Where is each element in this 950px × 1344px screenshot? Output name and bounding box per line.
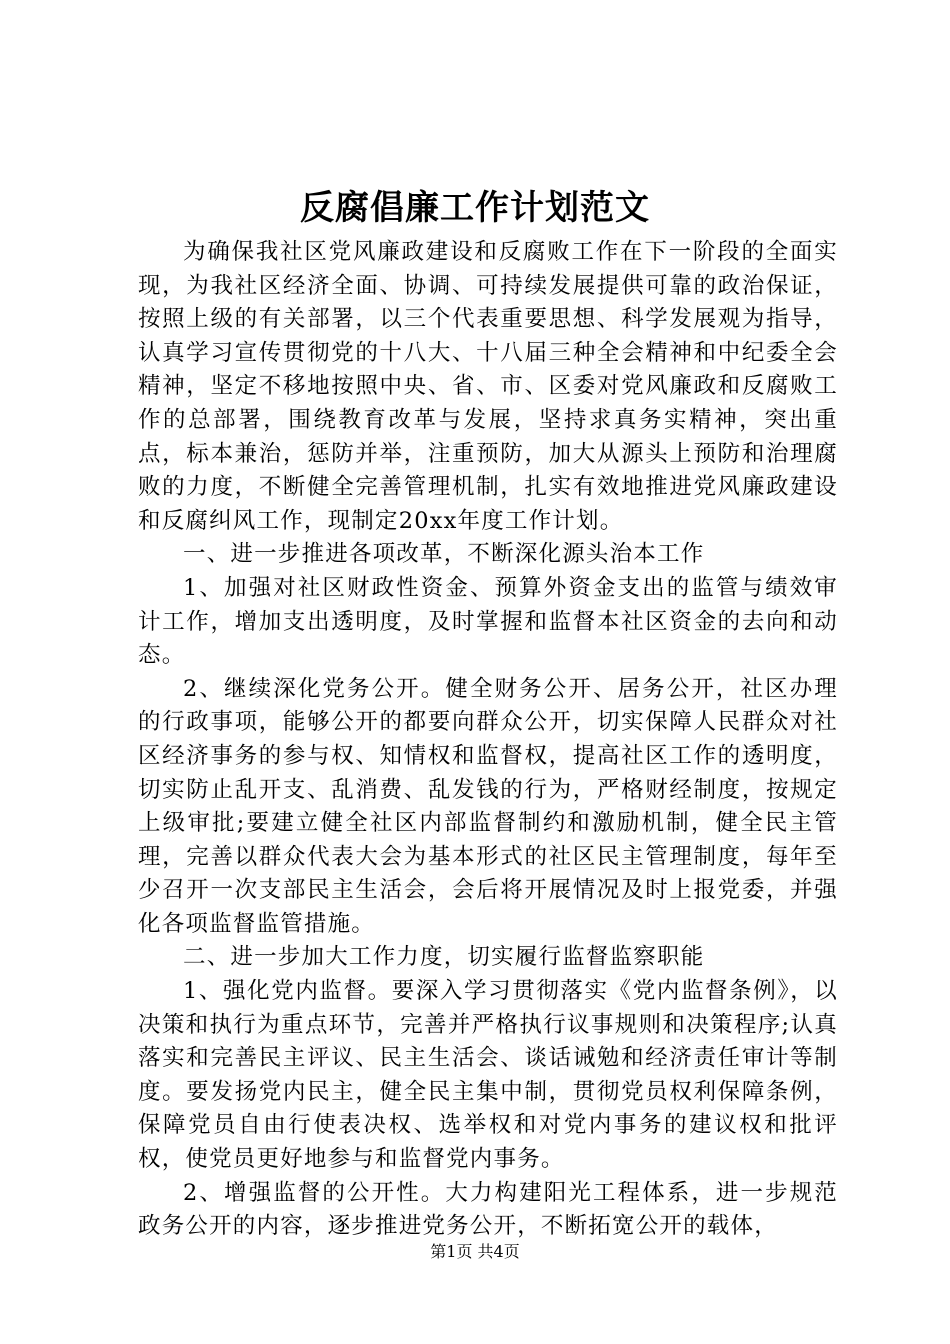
section-heading-2: 二、进一步加大工作力度，切实履行监督监察职能: [183, 944, 705, 971]
paragraph-intro: 为确保我社区党风廉政建设和反腐败工作在下一阶段的全面实现，为我社区经济全面、协调、可持续发展提供可靠的政治保证，按照上级的有关部署，以三个代表重要思想、科学发展观为指导，认真学习宣传贯彻党的十八大、十八届三种全会精神和中纪委全会精神，坚定不移地按照中央、省、市、区委对党风廉政和反腐败工作的总部署，围绕教育改革与发展，坚持求真务实精神，突出重点，标本兼治，惩防并举，注重预防，加大从源头上预防和治理腐败的力度，不断健全完善管理机制，扎实有效地推进党风廉政建设和反腐纠风工作，现制定20xx年度工作计划。: [138, 239, 838, 534]
paragraph-1-1: 1、加强对社区财政性资金、预算外资金支出的监管与绩效审计工作，增加支出透明度，及时掌握和监督本社区资金的去向和动态。: [138, 574, 838, 669]
document-title: 反腐倡廉工作计划范文: [300, 188, 650, 228]
document-body: [138, 236, 838, 1244]
paragraph-2-1: 1、强化党内监督。要深入学习贯彻落实《党内监督条例》，以决策和执行为重点环节，完善并严格执行议事规则和决策程序;认真落实和完善民主评议、民主生活会、谈话诫勉和经济责任审计等制度。要发扬党内民主，健全民主集中制，贯彻党员权利保障条例，保障党员自由行使表决权、选举权和对党内事务的建议权和批评权，使党员更好地参与和监督党内事务。: [138, 978, 838, 1173]
page-footer: 第1页 共4页: [430, 1242, 520, 1261]
paragraph-2-2: 2、增强监督的公开性。大力构建阳光工程体系，进一步规范政务公开的内容，逐步推进党务公开，不断拓宽公开的载体，: [138, 1179, 838, 1240]
paragraph-1-2: 2、继续深化党务公开。健全财务公开、居务公开，社区办理的行政事项，能够公开的都要向群众公开，切实保障人民群众对社区经济事务的参与权、知情权和监督权，提高社区工作的透明度，切实防止乱开支、乱消费、乱发钱的行为，严格财经制度，按规定上级审批;要建立健全社区内部监督制约和激励机制，健全民主管理，完善以群众代表大会为基本形式的社区民主管理制度，每年至少召开一次支部民主生活会，会后将开展情况及时上报党委，并强化各项监督监管措施。: [138, 675, 838, 937]
section-heading-1: 一、进一步推进各项改革，不断深化源头治本工作: [183, 541, 705, 568]
